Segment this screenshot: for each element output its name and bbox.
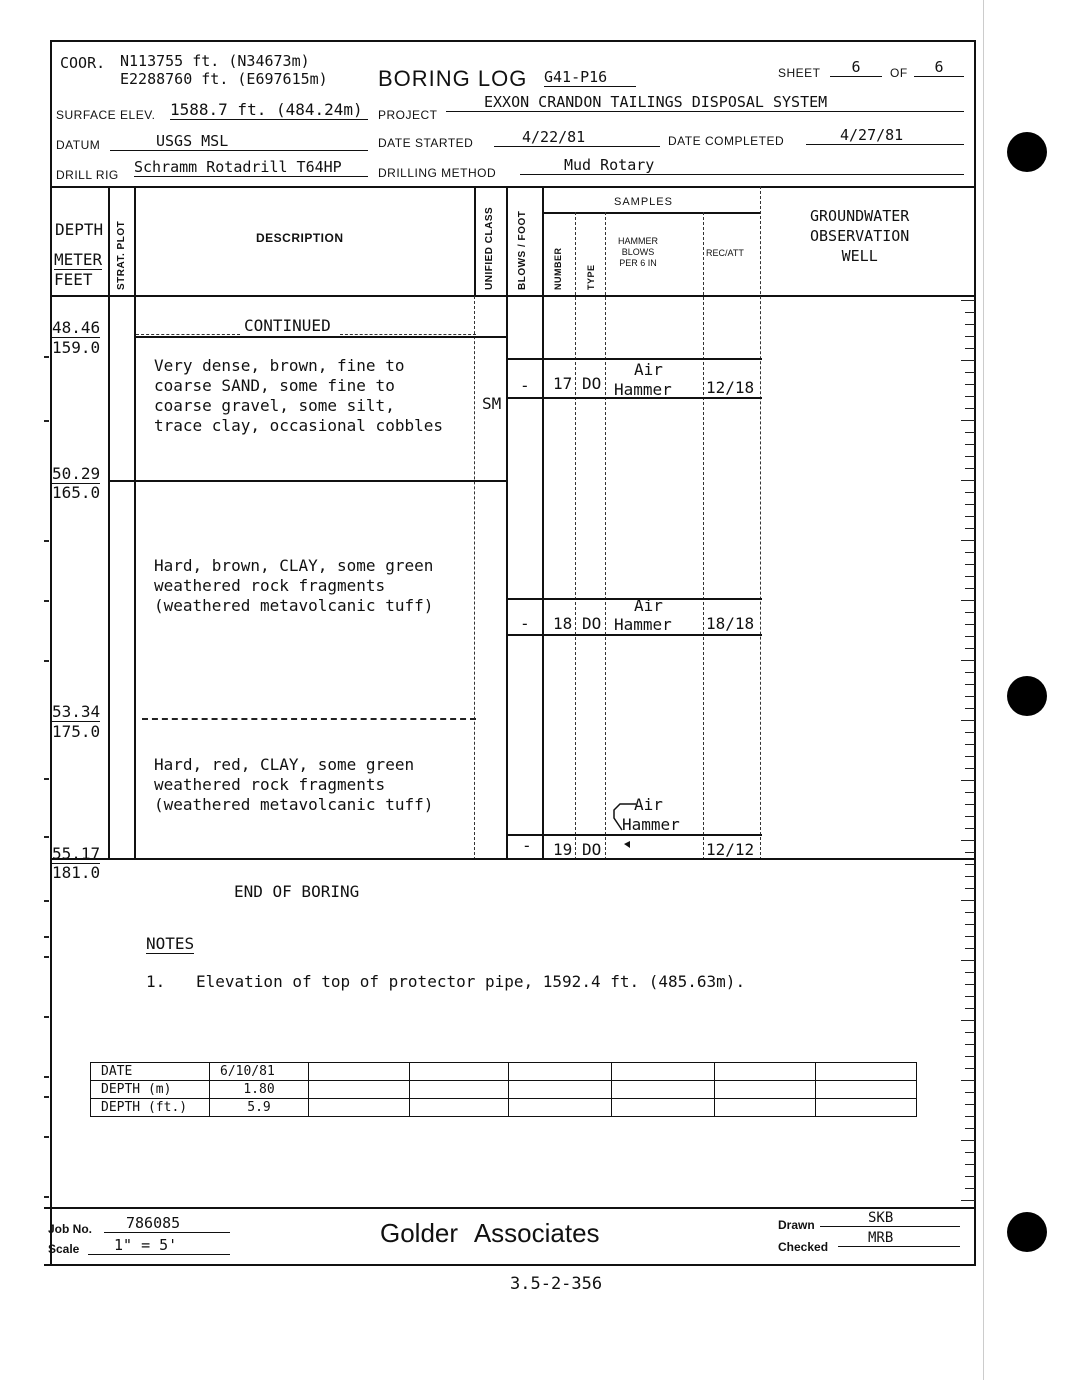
log-bottom-line [50, 858, 976, 860]
scale-tick [965, 492, 975, 493]
scale-tick [965, 516, 975, 517]
scale-tick [961, 480, 975, 481]
blows-foot-heading: BLOWS / FOOT [517, 210, 528, 290]
scale-tick [965, 444, 975, 445]
col-line-depth [108, 186, 110, 860]
scale-tick [44, 660, 49, 662]
scale-tick [965, 1164, 975, 1165]
checked-label: Checked [778, 1240, 829, 1254]
scale-tick [965, 1032, 975, 1033]
date-completed: 4/27/81 [806, 126, 964, 145]
page-number: 3.5-2-356 [510, 1274, 603, 1294]
scale-tick [961, 300, 975, 301]
table-row [91, 1099, 917, 1117]
table-cell [715, 1063, 816, 1081]
scale-tick [965, 972, 975, 973]
scale-tick [965, 696, 975, 697]
sample-blows: - [520, 376, 530, 395]
scale-tick [965, 1188, 975, 1189]
table-row [91, 1063, 917, 1081]
sample-hammer: Air [634, 795, 663, 814]
bottom-border [44, 1264, 976, 1266]
meter-heading: METER [54, 250, 103, 269]
surface-elev-label: SURFACE ELEV. [56, 108, 156, 122]
scale-tick [965, 852, 975, 853]
scale-tick [965, 528, 975, 529]
groundwater-heading: GROUNDWATER OBSERVATION WELL [810, 207, 910, 265]
unified-class: SM [482, 394, 502, 413]
scale-tick [961, 540, 975, 541]
scale-tick [965, 876, 975, 877]
col-line-class [506, 186, 508, 860]
project-label: PROJECT [378, 108, 438, 122]
scale-tick [965, 804, 975, 805]
column-header-bottom [50, 295, 976, 297]
scale-tick [965, 708, 975, 709]
drilling-method-label: DRILLING METHOD [378, 166, 497, 180]
left-border [50, 40, 52, 1264]
date-completed-label: DATE COMPLETED [668, 134, 785, 148]
scale-tick [965, 576, 975, 577]
sample-recovery: 12/18 [706, 378, 755, 397]
checked-by: MRB [838, 1230, 960, 1247]
scale-tick [44, 1136, 49, 1138]
drawn-by: SKB [820, 1210, 960, 1227]
note-text: Elevation of top of protector pipe, 1592.4 ft. (485.63m). [196, 972, 746, 991]
scale-tick [965, 984, 975, 985]
scale-tick [965, 756, 975, 757]
scale-tick [44, 778, 49, 780]
scale-tick [965, 672, 975, 673]
table-cell [715, 1099, 816, 1117]
sheet-label: SHEET [778, 66, 821, 80]
scale-tick [961, 1200, 975, 1201]
arrow-icon [608, 798, 638, 848]
notes-heading: NOTES [146, 934, 195, 953]
coor-north: N113755 ft. (N34673m) [120, 52, 310, 70]
continued-label: CONTINUED [244, 316, 331, 335]
scale-tick [965, 564, 975, 565]
scale-tick [965, 336, 975, 337]
scale-tick [44, 1016, 49, 1018]
scale-tick [965, 816, 975, 817]
date-started-label: DATE STARTED [378, 136, 474, 150]
table-cell [410, 1099, 509, 1117]
depth-meter: 53.34 [52, 702, 101, 721]
table-cell: 1.80 [210, 1081, 309, 1099]
log-id: G41-P16 [544, 68, 636, 87]
form-title: BORING LOG [378, 66, 528, 91]
col-line-desc [474, 186, 476, 296]
water-level-table [90, 1062, 917, 1117]
col-line-strat [134, 186, 136, 860]
table-cell [309, 1063, 410, 1081]
scale-tick [965, 888, 975, 889]
sample-hammer: Hammer [614, 380, 672, 399]
punch-hole [1007, 132, 1047, 172]
depth-feet: 159.0 [52, 338, 101, 357]
coor-east: E2288760 ft. (E697615m) [120, 70, 328, 88]
scale-tick [965, 456, 975, 457]
scale-tick [44, 1076, 49, 1078]
sheet-total: 6 [914, 58, 964, 77]
company-name: Golder Associates [380, 1218, 600, 1248]
unified-class-heading: UNIFIED CLASS [484, 206, 495, 290]
scale-tick [965, 372, 975, 373]
end-of-boring: END OF BORING [234, 882, 360, 901]
scale-tick [961, 720, 975, 721]
sample-blows: - [520, 614, 530, 633]
layer-boundary [136, 336, 508, 338]
layer-description: Hard, brown, CLAY, some green weathered rock fragments (weathered metavolcanic tuff) [154, 556, 434, 615]
samples-heading: SAMPLES [614, 196, 673, 208]
page-edge [983, 0, 984, 1380]
scale-tick [965, 408, 975, 409]
scale-tick [965, 1128, 975, 1129]
scale-tick [965, 684, 975, 685]
sample-hammer: Air [634, 596, 663, 615]
scale-tick [44, 356, 49, 358]
scale-tick [44, 1196, 49, 1198]
table-cell: 5.9 [210, 1099, 309, 1117]
scale-tick [44, 1096, 49, 1098]
scale-tick [965, 612, 975, 613]
depth-feet: 181.0 [52, 863, 101, 882]
rec-att-heading: REC/ATT [706, 248, 744, 258]
scale-tick [44, 420, 49, 422]
type-heading: TYPE [586, 264, 596, 290]
note-number: 1. [146, 972, 166, 991]
scale-tick [965, 948, 975, 949]
scale-tick [44, 540, 49, 542]
scale-tick [965, 1056, 975, 1057]
sample-box-bottom [506, 634, 762, 636]
scale-tick [965, 792, 975, 793]
scale-tick [965, 312, 975, 313]
scale-tick [961, 360, 975, 361]
drilling-method: Mud Rotary [520, 156, 964, 175]
scale-tick [965, 552, 975, 553]
scale-tick [965, 636, 975, 637]
sample-hammer: Hammer [614, 615, 672, 634]
scale-tick [965, 912, 975, 913]
project-name: EXXON CRANDON TAILINGS DISPOSAL SYSTEM [446, 93, 964, 112]
sample-hammer: Air [634, 360, 663, 379]
sample-blows: - [522, 836, 532, 855]
table-cell [612, 1081, 715, 1099]
scale-tick [965, 996, 975, 997]
scale-tick [965, 324, 975, 325]
top-border [50, 40, 976, 42]
scale-tick [965, 1092, 975, 1093]
scale-tick [961, 1080, 975, 1081]
scale-tick [961, 600, 975, 601]
column-header-top [50, 186, 976, 188]
depth-meter: 55.17 [52, 844, 101, 863]
sample-recovery: 18/18 [706, 614, 755, 633]
scale-tick [965, 648, 975, 649]
sample-type: DO [582, 614, 602, 633]
scale-tick [965, 768, 975, 769]
feet-heading: FEET [54, 270, 93, 289]
number-heading: NUMBER [553, 247, 563, 290]
scale-tick [965, 504, 975, 505]
table-cell [309, 1081, 410, 1099]
scale-tick [965, 1044, 975, 1045]
datum: USGS MSL [110, 132, 368, 151]
table-cell [309, 1099, 410, 1117]
scale-tick [44, 600, 49, 602]
table-cell [816, 1063, 917, 1081]
col-line-type [605, 212, 606, 860]
scale-tick [965, 1104, 975, 1105]
table-cell [410, 1063, 509, 1081]
hammer-blows-heading: HAMMER BLOWS PER 6 IN [618, 236, 658, 268]
scale-tick [965, 432, 975, 433]
scale-tick [965, 384, 975, 385]
scale-tick [965, 468, 975, 469]
job-number: 786085 [104, 1214, 230, 1233]
sample-type: DO [582, 374, 602, 393]
scale-tick [965, 936, 975, 937]
depth-meter: 48.46 [52, 318, 101, 337]
scale-tick [965, 732, 975, 733]
scale-tick [965, 1068, 975, 1069]
col-line-number [575, 212, 576, 860]
scale-tick [965, 396, 975, 397]
col-line-hammer [703, 212, 704, 860]
depth-heading: DEPTH [55, 220, 104, 239]
layer-boundary [142, 718, 476, 720]
description-heading: DESCRIPTION [256, 231, 344, 245]
layer-boundary [340, 334, 476, 335]
scale-tick [961, 1140, 975, 1141]
table-cell: DEPTH (m) [91, 1081, 210, 1099]
scale: 1" = 5' [88, 1236, 230, 1255]
scale-tick [961, 420, 975, 421]
scale-tick [965, 588, 975, 589]
layer-boundary [136, 334, 240, 335]
table-cell: 6/10/81 [210, 1063, 309, 1081]
sample-number: 18 [553, 614, 573, 633]
drill-rig: Schramm Rotadrill T64HP [134, 158, 368, 177]
scale-tick [961, 660, 975, 661]
table-cell [509, 1081, 612, 1099]
scale-tick [965, 624, 975, 625]
drawn-label: Drawn [778, 1218, 815, 1232]
table-row [91, 1081, 917, 1099]
scale-tick [965, 1152, 975, 1153]
drill-rig-label: DRILL RIG [56, 168, 119, 182]
footer-top-line [44, 1207, 976, 1209]
scale-tick [961, 960, 975, 961]
date-started: 4/22/81 [494, 128, 660, 147]
scale-tick [965, 924, 975, 925]
scale-tick [965, 744, 975, 745]
scale-tick [965, 348, 975, 349]
of-label: OF [890, 66, 908, 80]
scale-tick [965, 1116, 975, 1117]
scale-tick [965, 1008, 975, 1009]
table-cell [509, 1063, 612, 1081]
depth-feet: 165.0 [52, 483, 101, 502]
scale-tick [965, 864, 975, 865]
table-cell [816, 1099, 917, 1117]
layer-description: Very dense, brown, fine to coarse SAND, some fine to coarse gravel, some silt, trace clay, occasional cobbles [154, 356, 443, 435]
table-cell: DEPTH (ft.) [91, 1099, 210, 1117]
scale-tick [961, 900, 975, 901]
table-cell [612, 1099, 715, 1117]
col-line-rec [760, 186, 761, 860]
scale-tick [44, 836, 49, 838]
layer-boundary [108, 480, 508, 482]
sample-number: 19 [553, 840, 573, 859]
col-line-desc-dashed [474, 296, 475, 860]
sample-recovery: 12/12 [706, 840, 755, 859]
table-cell [509, 1099, 612, 1117]
right-border [974, 40, 976, 1266]
table-cell [816, 1081, 917, 1099]
sample-number: 17 [553, 374, 573, 393]
scale-tick [961, 840, 975, 841]
sample-hammer: Hammer [622, 815, 680, 834]
job-label: Job No. [48, 1222, 92, 1236]
table-cell [410, 1081, 509, 1099]
col-line-blows [542, 186, 544, 860]
table-cell [612, 1063, 715, 1081]
punch-hole [1007, 1212, 1047, 1252]
depth-meter: 50.29 [52, 464, 101, 483]
surface-elev: 1588.7 ft. (484.24m) [170, 100, 368, 120]
strat-plot-heading: STRAT. PLOT [116, 220, 127, 290]
scale-tick [961, 780, 975, 781]
scale-tick [44, 956, 49, 958]
sheet-number: 6 [830, 58, 882, 77]
scale-tick [44, 936, 49, 938]
scale-tick [961, 1020, 975, 1021]
scale-tick [965, 828, 975, 829]
sample-type: DO [582, 840, 602, 859]
scale-tick [965, 1176, 975, 1177]
scale-label: Scale [48, 1242, 80, 1256]
layer-description: Hard, red, CLAY, some green weathered rock fragments (weathered metavolcanic tuff) [154, 755, 434, 814]
table-cell: DATE [91, 1063, 210, 1081]
coor-label: COOR. [60, 54, 106, 72]
punch-hole [1007, 676, 1047, 716]
depth-feet: 175.0 [52, 722, 101, 741]
scale-tick [44, 900, 49, 902]
datum-label: DATUM [56, 138, 101, 152]
table-cell [715, 1081, 816, 1099]
